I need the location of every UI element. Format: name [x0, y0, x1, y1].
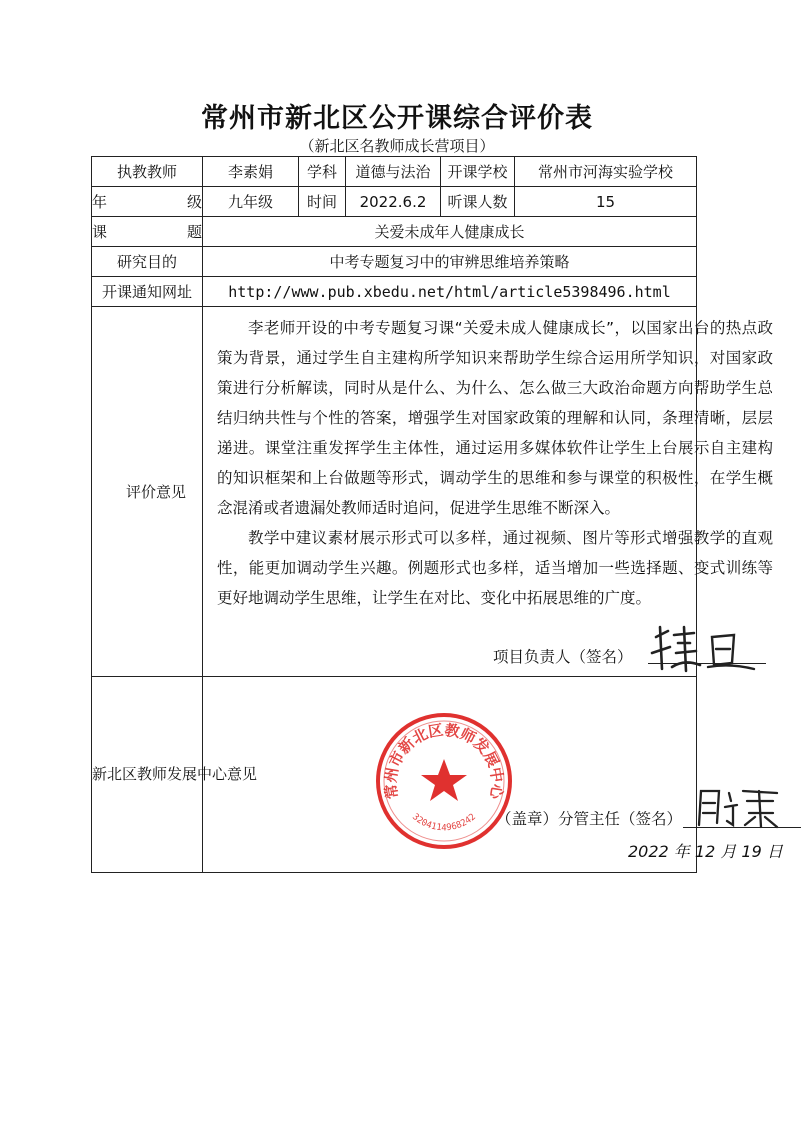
form-row-evaluation: [92, 307, 697, 677]
stamp-text: 常州市新北区教师发展中心: [381, 720, 507, 801]
evaluation-form-table: [91, 156, 783, 873]
audience-label: 听课人数: [441, 187, 515, 217]
subject-label: 学科: [299, 157, 346, 187]
topic-label: 课 题: [92, 217, 203, 247]
center-cell: [203, 677, 783, 873]
form-row-grade: [92, 187, 697, 217]
form-row-teacher: [92, 157, 697, 187]
form-row-purpose: [92, 247, 697, 277]
school-label: 开课学校: [441, 157, 515, 187]
purpose-value: 中考专题复习中的审辨思维培养策略: [203, 247, 697, 277]
page-title: 常州市新北区公开课综合评价表: [201, 103, 593, 134]
stamp-label: （盖章）: [496, 810, 559, 828]
stamp-star-icon: [421, 759, 467, 801]
evaluation-cell: [203, 307, 773, 677]
evaluation-paragraph-2: 教学中建议素材展示形式可以多样，通过视频、图片等形式增强教学的直观性，能更加调动学生兴趣。例题形式也多样，适当增加一些选择题、变式训练等更好地调动学生思维，让学生在对比、变化中拓展思维的广度。: [217, 529, 773, 607]
evaluation-text: [217, 313, 773, 613]
signer-label: 项目负责人（签名）: [493, 648, 633, 666]
signature-2: [693, 785, 783, 831]
form-row-url: [92, 277, 697, 307]
url-value: http://www.pub.xbedu.net/html/article5398496.html: [203, 277, 697, 307]
time-label: 时间: [299, 187, 346, 217]
grade-value: 九年级: [203, 187, 299, 217]
purpose-label: 研究目的: [92, 247, 203, 277]
page-subtitle: （新北区名教师成长营项目）: [299, 137, 495, 155]
url-label: 开课通知网址: [92, 277, 203, 307]
teacher-label: 执教教师: [92, 157, 203, 187]
director-label: 分管主任（签名）: [558, 810, 683, 828]
form-row-center: [92, 677, 697, 873]
official-stamp: [374, 711, 514, 851]
grade-label: 年 级: [92, 187, 203, 217]
svg-text:3204114968242: [410, 812, 478, 833]
audience-value: 15: [515, 187, 697, 217]
subject-value: 道德与法治: [346, 157, 441, 187]
time-value: 2022.6.2: [346, 187, 441, 217]
signature-1: [650, 623, 760, 675]
topic-value: 关爱未成年人健康成长: [203, 217, 697, 247]
stamp-code: 3204114968242: [410, 812, 478, 834]
center-label: 新北区教师发展中心意见: [92, 677, 203, 873]
evaluation-paragraph-1: 李老师开设的中考专题复习课“关爱未成人健康成长”，以国家出台的热点政策为背景，通过学生自主建构所学知识来帮助学生综合运用所学知识，对国家政策进行分析解读，同时从是什么、为什么、怎么做三大政治命题方向帮助学生总结归纳共性与个性的答案，增强学生对国家政策的理解和认同，条理清晰，层层递进。课堂注重发挥学生主体性，通过运用多媒体软件让学生上台展示自主建构的知识框架和上台做题等形式，调动学生的思维和参与课堂的积极性，在学生概念混淆或者遗漏处教师适时追问，促进学生思维不断深入。: [217, 319, 773, 517]
sign-date: 2022 年 12 月 19 日: [628, 842, 783, 861]
evaluation-label: 评价意见: [92, 307, 203, 677]
teacher-value: 李素娟: [203, 157, 299, 187]
form-row-topic: [92, 217, 697, 247]
school-value: 常州市河海实验学校: [515, 157, 697, 187]
